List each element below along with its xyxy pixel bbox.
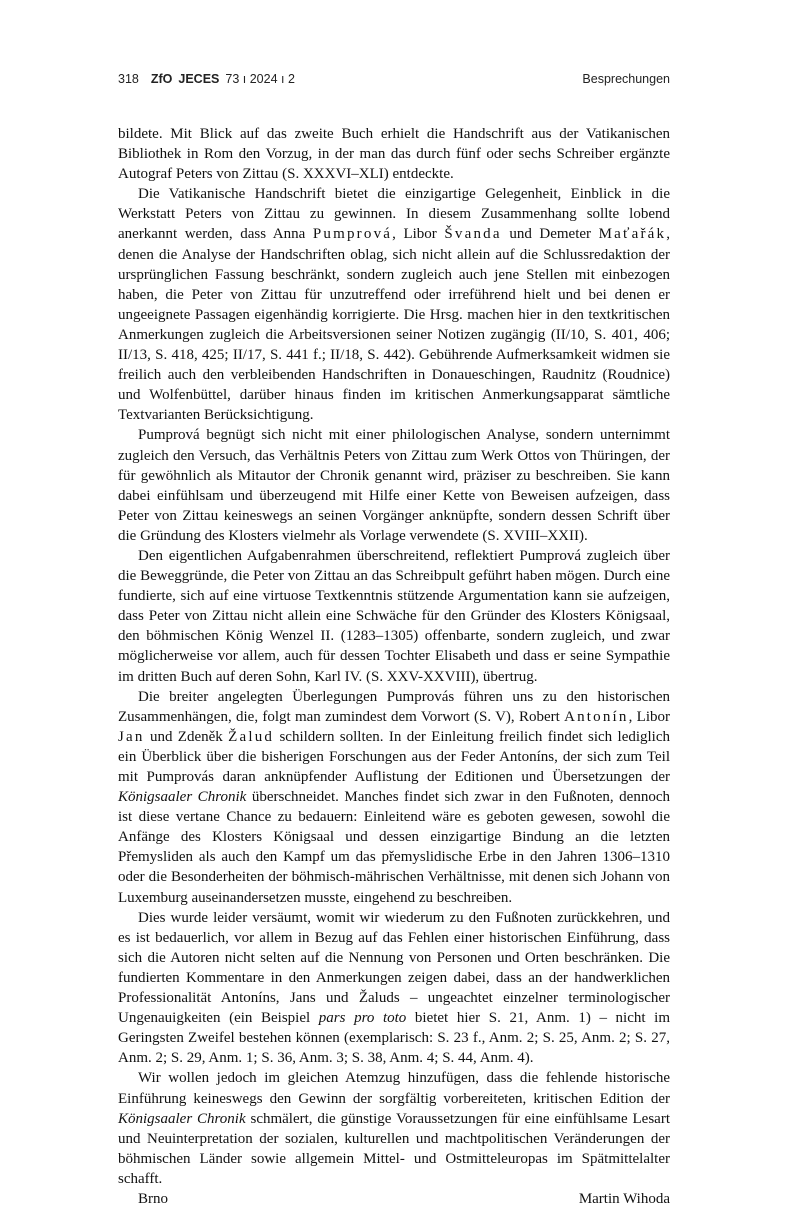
running-header [118, 72, 670, 92]
signature-place: Brno [138, 1190, 168, 1207]
section-title: Besprechungen [582, 72, 670, 86]
page-number: 318 [118, 72, 139, 86]
text-run: bildete. Mit Blick auf das zweite Buch erhielt die Handschrift aus der Vatikanischen Bibliothek in Rom den Vorzug, in der man das durch fünf oder sechs Schreiber ergänzte Autograf Peters von Zittau (S. XXXVI–XLI) entdeckte. [118, 126, 670, 183]
italic-title: Königsaaler Chronik [118, 789, 247, 806]
journal-abbr: ZfO [150, 72, 173, 86]
paragraph [118, 546, 670, 687]
text-run: , Libor [392, 226, 445, 243]
text-run: Pumprová begnügt sich nicht mit einer philologischen Analyse, sondern unternimmt zugleich den Versuch, das Verhältnis Peters von Zittau zum Werk Ottos von Thüringen, der für gewöhnlich als Mitautor der Chronik genannt wird, präziser zu beschreiben. Sie kann dabei einfühlsam und überzeugend mit Hilfe einer Kette von Beweisen aufzeigen, dass Peter von Zittau keineswegs an seinen Vorgänger anknüpfte, sondern dessen Schrift über die Gründung des Klosters vielmehr als Vorlage verwendete (S. XVIII–XXII). [118, 427, 670, 544]
journal-series: JECES [178, 72, 220, 86]
signature [118, 1189, 670, 1209]
paragraph [118, 908, 670, 1069]
text-run: Den eigentlichen Aufgabenrahmen überschreitend, reflektiert Pumprová zugleich über die Beweggründe, die Peter von Zittau an das Schreibpult geführt haben mögen. Durch eine fundierte, sich auf eine virtuose Textkenntnis stützende Argumentation kann sie aufzeigen, dass Peter von Zittau nicht allein eine Schwäche für den Gründer des Klosters Königsaal, den böhmischen König Wenzel II. (1283–1305) offenbarte, sondern zugleich, und zwar möglicherweise vor allem, auch für dessen Tochter Elisabeth und dass er seine Sympathie im dritten Buch auf deren Sohn, Karl IV. (S. XXV-XXVIII), übertrug. [118, 547, 670, 685]
italic-title: pars pro toto [318, 1010, 407, 1027]
text-run: , denen die Analyse der Handschriften oblag, sich nicht allein auf die Schlussredaktion der ursprünglichen Fassung beschränkt, sondern zugleich auch jene Stellen mit einbezogen haben, die Peter von Zittau für unzutreffend oder irreführend hielt und bei denen er ungeeignete Passagen eigenhändig korrigierte. Die Hrsg. machen hier in den textkritischen Anmerkungen zugleich die Arbeitsversionen seiner Notizen zugängig (II/10, S. 401, 406; II/13, S. 418, 425; II/17, S. 441 f.; II/18, S. 442). Gebührende Aufmerksamkeit widmen sie freilich auch den verbleibenden Handschriften in Donaueschingen, Raudnitz (Roudnice) und Wolfenbüttel, darüber hinaus finden im kritischen Anmerkungsapparat sämtliche Textvarianten Berücksichtigung. [118, 226, 670, 424]
text-run: Wir wollen jedoch im gleichen Atemzug hinzufügen, dass die fehlende historische Einführung keineswegs den Gewinn der sorgfältig vorbereiteten, kritischen Edition der [118, 1070, 670, 1107]
spaced-name: Maťařák [598, 226, 667, 243]
header-left [118, 72, 295, 86]
text-run: Dies wurde leider versäumt, womit wir wiederum zu den Fußnoten zurückkehren, und es ist bedauerlich, vor allem in Bezug auf das Fehlen einer historischen Einführung, dass sich die Autoren nicht selten auf die Nennung von Personen und Orten beschränken. Die fundierten Kommentare in den Anmerkungen zeigen dabei, dass an der handwerklichen Professionalität Antoníns, Jans und Žaluds – ungeachtet einzelner terminologischer Ungenauigkeiten (ein Beispiel [118, 909, 670, 1027]
spaced-name: Antonín [564, 708, 629, 725]
text-run: bietet hier S. 21, Anm. 1) – nicht im Geringsten Zweifel bestehen können (exemplarisch: S. 23 f., Anm. 2; S. 25, Anm. 2; S. 27, Anm. 2; S. 29, Anm. 1; S. 36, Anm. 3; S. 38, Anm. 4; S. 44, Anm. 4). [118, 1010, 670, 1067]
paragraphs [118, 124, 670, 1189]
text-run: schmälert, die günstige Voraussetzungen für eine einfühlsame Lesart und Neuinterpretation der sozialen, kulturellen und machtpolitischen Veränderungen der böhmischen Länder sowie allgemein Mittel- und Ostmitteleuropas im Spätmittelalter schafft. [118, 1110, 670, 1187]
volume-info: 73 ı 2024 ı 2 [225, 72, 295, 86]
text-run: und Zdeněk [144, 728, 229, 745]
signature-author: Martin Wihoda [578, 1190, 670, 1207]
spaced-name: Pumprová [312, 226, 393, 243]
text-run: Die breiter angelegten Überlegungen Pumprovás führen uns zu den historischen Zusammenhängen, die, folgt man zumindest dem Vorwort (S. V), Robert [118, 688, 670, 725]
paragraph [118, 425, 670, 546]
review-body [118, 124, 670, 1209]
text-run: schildern sollten. In der Einleitung freilich findet sich lediglich ein Überblick über die bisherigen Forschungen aus der Feder Antoníns, der sich zum Teil mit Pumprovás daran anknüpfender Auflistung der Editionen und Übersetzungen der [118, 728, 671, 785]
spaced-name: Jan [118, 728, 145, 745]
text-run: und Demeter [501, 226, 599, 243]
paragraph [118, 687, 670, 908]
spaced-name: Žalud [228, 728, 275, 745]
paragraph [118, 184, 670, 425]
text-run: überschneidet. Manches findet sich zwar in den Fußnoten, dennoch ist diese vertane Chance zu bedauern: Einleitend wäre es geboten gewesen, sowohl die Anfänge des Klosters Königsaal und dessen einzigartige Bindung an die letzten Přemysliden als auch den Kampf um das přemyslidische Erbe in den Jahren 1306–1310 oder die Besonderheiten der böhmisch-mährischen Verhältnisse, mit denen sich Johann von Luxemburg auseinandersetzen musste, eingehend zu beschreiben. [118, 789, 670, 906]
paragraph [118, 124, 670, 184]
paragraph [118, 1068, 670, 1189]
spaced-name: Švanda [444, 226, 502, 243]
text-run: , Libor [628, 708, 670, 725]
italic-title: Königsaaler Chronik [118, 1110, 246, 1127]
text-run: Die Vatikanische Handschrift bietet die einzigartige Gelegenheit, Einblick in die Werkstatt Peters von Zittau zu gewinnen. In diesem Zusammenhang sollte lobend anerkannt werden, dass Anna [118, 186, 670, 243]
